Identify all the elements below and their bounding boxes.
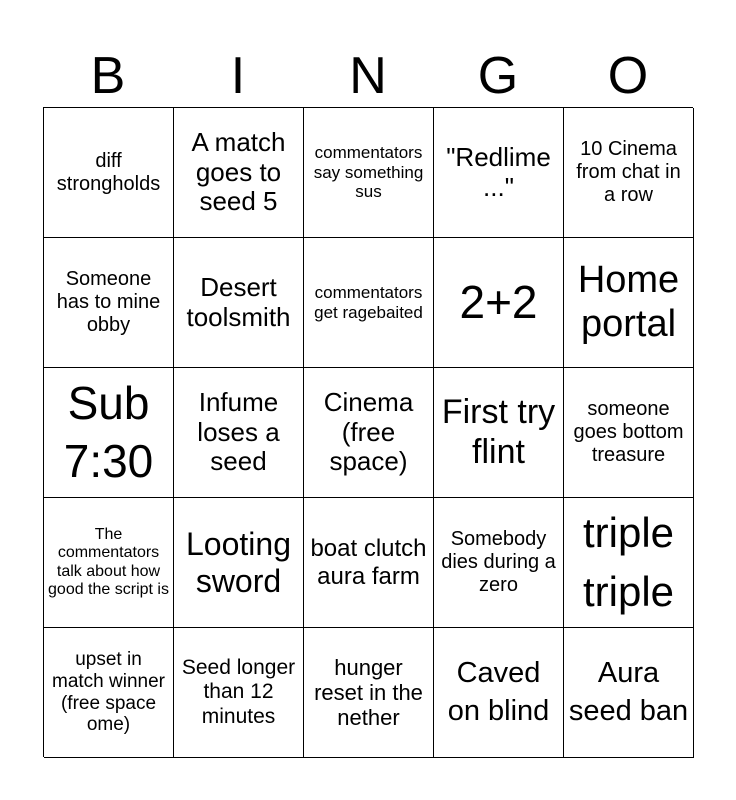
bingo-cell[interactable] — [434, 368, 564, 498]
bingo-cell[interactable] — [44, 628, 174, 758]
cell-text: commentators say something sus — [313, 143, 424, 202]
bingo-cell[interactable] — [564, 108, 694, 238]
cell-text: Desert toolsmith — [186, 271, 291, 332]
cell-text: The commentators talk about how good the script is — [48, 525, 169, 598]
cell-text: Caved on blind — [447, 656, 550, 727]
bingo-cell[interactable] — [434, 238, 564, 368]
cell-text: Seed longer than 12 minutes — [181, 656, 296, 728]
bingo-cell[interactable] — [564, 238, 694, 368]
bingo-cell[interactable] — [44, 238, 174, 368]
cell-text: triple triple — [582, 508, 675, 615]
bingo-cell[interactable] — [304, 368, 434, 498]
cell-text: A match goes to seed 5 — [191, 126, 286, 217]
bingo-cell[interactable] — [304, 498, 434, 628]
cell-text: Someone has to mine obby — [56, 268, 161, 336]
bingo-cell[interactable] — [564, 368, 694, 498]
cell-text: Looting sword — [186, 525, 291, 599]
bingo-cell[interactable] — [174, 238, 304, 368]
cell-text: Aura seed ban — [568, 656, 689, 727]
bingo-cell[interactable] — [434, 108, 564, 238]
cell-text: Infume loses a seed — [197, 386, 280, 477]
bingo-cell[interactable] — [174, 628, 304, 758]
cell-text: commentators get ragebaited — [314, 282, 423, 322]
cell-text: Sub 7:30 — [63, 377, 154, 487]
cell-text: Somebody dies during a zero — [441, 528, 556, 596]
bingo-cell[interactable] — [564, 498, 694, 628]
bingo-cell[interactable] — [304, 628, 434, 758]
cell-text: someone goes bottom treasure — [573, 398, 684, 466]
bingo-cell[interactable] — [174, 108, 304, 238]
bingo-cell[interactable] — [44, 498, 174, 628]
bingo-cell[interactable] — [174, 498, 304, 628]
header-letter-g: G — [477, 47, 519, 105]
bingo-board — [43, 107, 693, 757]
cell-text: 2+2 — [459, 275, 538, 328]
bingo-cell[interactable] — [434, 628, 564, 758]
cell-text: 10 Cinema from chat in a row — [576, 138, 681, 206]
cell-text: First try flint — [441, 393, 556, 471]
cell-text: boat clutch aura farm — [310, 534, 427, 590]
cell-text: Cinema (free space) — [323, 386, 414, 477]
header-letter-b: B — [90, 47, 126, 105]
bingo-header — [43, 44, 693, 108]
header-letter-i: I — [230, 47, 246, 105]
cell-text: upset in match winner (free space ome) — [52, 648, 165, 736]
bingo-cell[interactable] — [564, 628, 694, 758]
bingo-cell[interactable] — [44, 368, 174, 498]
cell-text: hunger reset in the nether — [314, 654, 423, 731]
bingo-cell[interactable] — [174, 368, 304, 498]
bingo-cell[interactable] — [434, 498, 564, 628]
cell-text: diff strongholds — [56, 149, 161, 195]
cell-text: Home portal — [577, 258, 680, 345]
bingo-cell[interactable] — [304, 238, 434, 368]
cell-text: "Redlime ..." — [446, 141, 551, 202]
header-letter-n: N — [349, 47, 387, 105]
header-letter-o: O — [607, 47, 649, 105]
bingo-cell[interactable] — [304, 108, 434, 238]
bingo-cell[interactable] — [44, 108, 174, 238]
